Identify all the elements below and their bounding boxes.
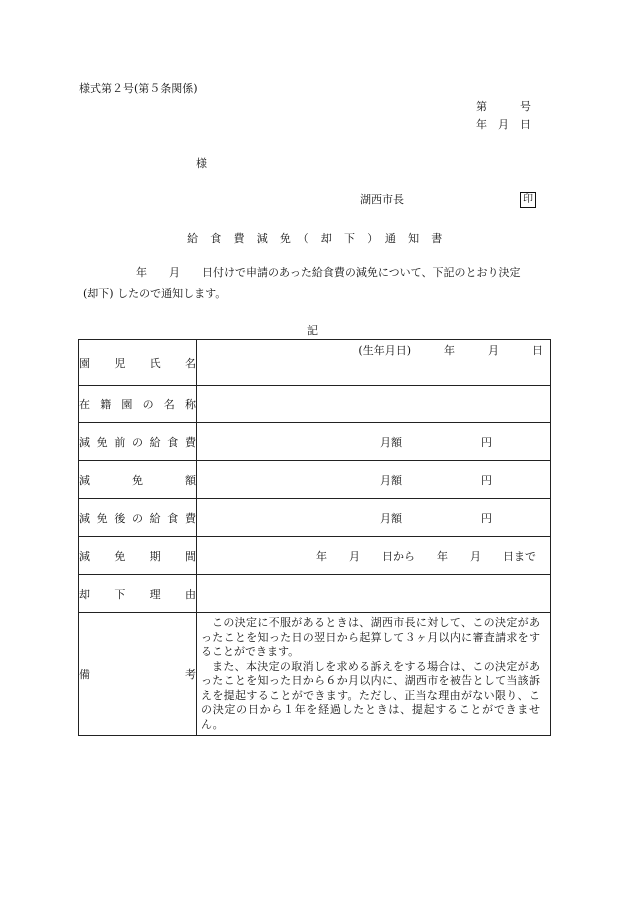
table-row [79, 613, 551, 736]
child-name-cell[interactable] [197, 340, 551, 386]
document-title: 給 食 費 減 免 （ 却 下 ） 通 知 書 [187, 232, 443, 245]
addressee-suffix: 様 [196, 157, 207, 170]
rejection-reason-cell[interactable] [197, 575, 551, 613]
form-number-label: 様式第２号(第５条関係) [79, 82, 198, 95]
notice-table [78, 339, 551, 736]
table-row [79, 499, 551, 537]
remarks-cell [197, 613, 551, 736]
table-row [79, 575, 551, 613]
school-name-cell[interactable] [197, 386, 551, 423]
fee-before-cell[interactable]: 月額 円 [197, 423, 551, 461]
table-row [79, 423, 551, 461]
table-row [79, 537, 551, 575]
row-label-reduction-period: 減 免 期 間 [79, 537, 197, 575]
remarks-paragraph-2: また、本決定の取消しを求める訴えをする場合は、この決定があったことを知った日から６か月以内に、湖西市を被告として当該訴えを提起することができます。ただし、正当な理由がない限り、この決定の日から１年を経過したときは、提起することができません。 [201, 659, 540, 731]
document-date-line: 年 月 日 [476, 118, 531, 131]
reduction-period-cell[interactable]: 年 月 日から 年 月 日まで [197, 537, 551, 575]
fee-after-cell[interactable]: 月額 円 [197, 499, 551, 537]
birthdate-text: (生年月日) 年 月 日 [358, 343, 543, 357]
ki-heading: 記 [307, 324, 318, 337]
table-row [79, 340, 551, 386]
document-number-line: 第 号 [476, 100, 531, 113]
row-label-school-name: 在 籍 園 の 名 称 [79, 386, 197, 423]
row-label-fee-after: 減 免 後 の 給 食 費 [79, 499, 197, 537]
remarks-paragraph-1: この決定に不服があるときは、湖西市長に対して、この決定があったことを知った日の翌日から起算して３ヶ月以内に審査請求をすることができます。 [201, 616, 540, 658]
row-label-fee-before: 減 免 前 の 給 食 費 [79, 423, 197, 461]
intro-line-2: (却下) したので通知します。 [83, 287, 227, 300]
row-label-rejection-reason: 却 下 理 由 [79, 575, 197, 613]
table-row [79, 386, 551, 423]
table-row [79, 461, 551, 499]
seal-mark: 印 [520, 192, 536, 208]
row-label-child-name: 園 児 氏 名 [79, 340, 197, 386]
row-label-reduction-amount: 減 免 額 [79, 461, 197, 499]
issuer-name: 湖西市長 [360, 193, 404, 206]
reduction-amount-cell[interactable]: 月額 円 [197, 461, 551, 499]
row-label-remarks: 備 考 [79, 613, 197, 736]
intro-line-1: 年 月 日付けで申請のあった給食費の減免について、下記のとおり決定 [136, 266, 521, 279]
